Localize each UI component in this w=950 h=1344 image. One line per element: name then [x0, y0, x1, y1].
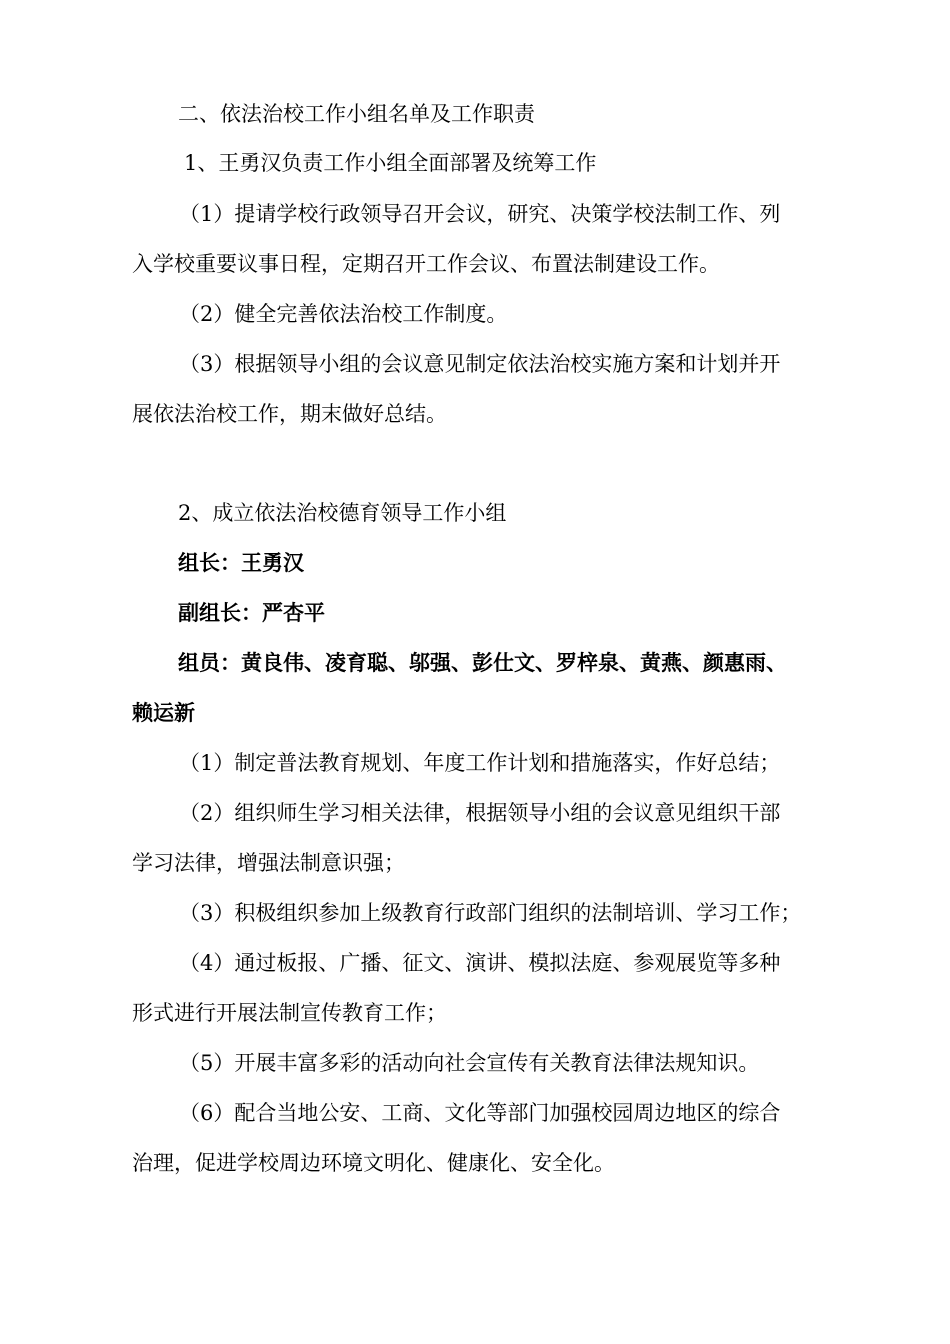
paragraph-line: （1）提请学校行政领导召开会议，研究、决策学校法制工作、列 [179, 202, 781, 226]
paragraph-line: （3）根据领导小组的会议意见制定依法治校实施方案和计划并开 [179, 352, 781, 376]
paragraph-line: 入学校重要议事日程，定期召开工作会议、布置法制建设工作。 [132, 252, 720, 276]
group-leader: 组长：王勇汉 [178, 551, 304, 575]
paragraph-line: （6）配合当地公安、工商、文化等部门加强校园周边地区的综合 [179, 1101, 781, 1125]
paragraph-line: （2）健全完善依法治校工作制度。 [179, 302, 508, 326]
paragraph-line: （4）通过板报、广播、征文、演讲、模拟法庭、参观展览等多种 [179, 951, 781, 975]
paragraph-line: 治理，促进学校周边环境文明化、健康化、安全化。 [132, 1151, 615, 1175]
paragraph-line: 学习法律，增强法制意识强； [132, 851, 405, 875]
deputy-leader: 副组长：严杏平 [178, 601, 325, 625]
paragraph-line: （1）制定普法教育规划、年度工作计划和措施落实，作好总结； [179, 751, 781, 775]
paragraph-line: 展依法治校工作，期末做好总结。 [132, 402, 447, 426]
paragraph-line: （2）组织师生学习相关法律，根据领导小组的会议意见组织干部 [179, 801, 781, 825]
item-2-heading: 2、成立依法治校德育领导工作小组 [178, 501, 507, 525]
paragraph-line: 形式进行开展法制宣传教育工作； [132, 1001, 447, 1025]
paragraph-line: （3）积极组织参加上级教育行政部门组织的法制培训、学习工作； [179, 901, 802, 925]
group-members: 组员：黄良伟、凌育聪、邬强、彭仕文、罗梓泉、黄燕、颜惠雨、 [178, 651, 787, 675]
section-heading: 二、依法治校工作小组名单及工作职责 [178, 102, 535, 126]
group-members-continued: 赖运新 [132, 701, 195, 725]
paragraph-line: （5）开展丰富多彩的活动向社会宣传有关教育法律法规知识。 [179, 1051, 760, 1075]
item-1-heading: 1、王勇汉负责工作小组全面部署及统筹工作 [184, 151, 597, 175]
